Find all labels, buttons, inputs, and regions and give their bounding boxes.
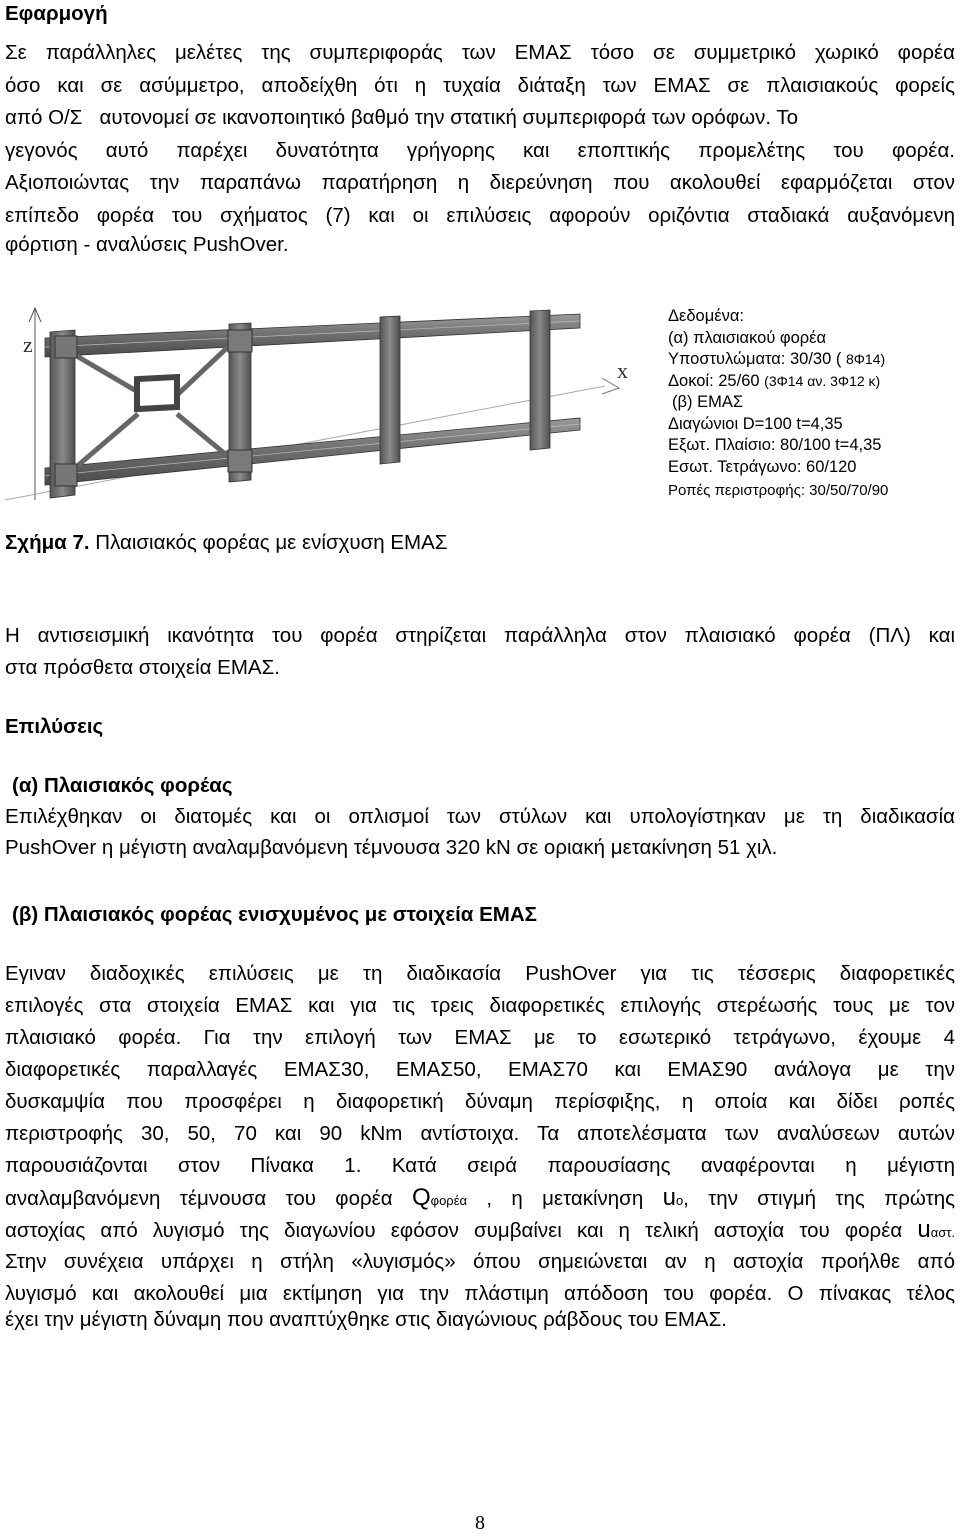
section-b-line-1: Εγιναν διαδοχικές επιλύσεις με τη διαδικασία PushOver για τις τέσσερις διαφορετικές	[5, 962, 955, 985]
section-b-line-10: Στην συνέχεια υπάρχει η στήλη «λυγισμός» όπου σημειώνεται αν η αστοχία προήλθε από	[5, 1250, 955, 1273]
axis-x-label: x	[617, 358, 628, 383]
capacity-line-2: στα πρόσθετα στοιχεία ΕΜΑΣ.	[5, 656, 280, 679]
x-axis	[5, 378, 619, 500]
section-b-line-12: έχει την μέγιστη δύναμη που αναπτύχθηκε στις διαγώνιους ράβδους του ΕΜΑΣ.	[5, 1308, 727, 1331]
page-number: 8	[475, 1512, 485, 1534]
frame-figure	[5, 300, 628, 525]
section-a-line-1: Επιλέχθηκαν οι διατομές και οι οπλισμοί των στύλων και υπολογίστηκαν με τη διαδικασία	[5, 805, 955, 828]
intro-line-2: όσο και σε ασύμμετρο, αποδείχθη ότι η τυχαία διάταξη των ΕΜΑΣ σε πλαισιακούς φορείς	[5, 74, 955, 97]
legend-diagonals: Διαγώνιοι D=100 t=4,35	[668, 414, 843, 433]
intro-line-1: Σε παράλληλες μελέτες της συμπεριφοράς των ΕΜΑΣ τόσο σε συμμετρικό χωρικό φορέα	[5, 41, 955, 64]
figure-legend	[668, 306, 958, 502]
legend-inner-square: Εσωτ. Τετράγωνο: 60/120	[668, 457, 857, 476]
section-b-line-8: αναλαμβανόμενη τέμνουσα του φορέα Qφορέα , η μετακίνηση uo, την στιγμή της πρώτης	[5, 1184, 955, 1211]
top-beam	[45, 314, 580, 357]
section-b-line-5: δυσκαμψία που προσφέρει η διαφορετική δύναμη περίσφιξης, η οποία και δίδει ροπές	[5, 1090, 955, 1113]
figure-caption: Σχήμα 7. Πλαισιακός φορέας με ενίσχυση ΕΜΑΣ	[5, 531, 448, 554]
section-b-line-2: επιλογές στα στοιχεία ΕΜΑΣ και για τις τρεις διαφορετικές επιλογής στερέωσής τους με τον	[5, 994, 955, 1017]
intro-line-3: από Ο/Σ αυτονομεί σε ικανοποιητικό βαθμό την στατική συμπεριφορά των ορόφων. Το	[5, 106, 799, 129]
legend-moments: Ροπές περιστροφής: 30/50/70/90	[668, 482, 889, 499]
capacity-line-1: Η αντισεισμική ικανότητα του φορέα στηρίζεται παράλληλα στον πλαισιακό φορέα (ΠΛ) και	[5, 624, 955, 647]
legend-beams: Δοκοί: 25/60 (3Φ14 αν. 3Φ12 κ)	[668, 371, 881, 390]
intro-line-5: Αξιοποιώντας την παραπάνω παρατήρηση η διερεύνηση που ακολουθεί εφαρμόζεται στον	[5, 171, 955, 194]
legend-columns: Υποστυλώματα: 30/30 ( 8Φ14)	[668, 350, 886, 368]
legend-outer-frame: Εξωτ. Πλαίσιο: 80/100 t=4,35	[668, 436, 882, 454]
section-b-line-3: πλαισιακό φορέα. Για την επιλογή των ΕΜΑΣ με το εσωτερικό τετράγωνο, έχουμε 4	[5, 1026, 955, 1049]
emas-bracing	[75, 345, 230, 468]
section-b-line-4: διαφορετικές παραλλαγές ΕΜΑΣ30, ΕΜΑΣ50, ΕΜΑΣ70 και ΕΜΑΣ90 ανάλογα με την	[5, 1058, 955, 1081]
section-a-title: (α) Πλαισιακός φορέας	[12, 774, 233, 797]
legend-b: (β) ΕΜΑΣ	[672, 393, 744, 411]
intro-line-6: επίπεδο φορέα του σχήματος (7) και οι επιλύσεις αφορούν οριζόντια σταδιακά αυξανόμενη	[5, 204, 955, 227]
section-b-title: (β) Πλαισιακός φορέας ενισχυμένος με στοιχεία ΕΜΑΣ	[12, 903, 537, 926]
section-b-line-6: περιστροφής 30, 50, 70 και 90 kNm αντίστοιχα. Τα αποτελέσματα των αναλύσεων αυτών	[5, 1122, 955, 1145]
heading-solutions: Επιλύσεις	[5, 715, 104, 738]
heading-application: Εφαρμογή	[5, 2, 108, 25]
section-b-line-7: παρουσιάζονται στον Πίνακα 1. Κατά σειρά παρουσίασης αναφέρονται η μέγιστη	[5, 1154, 955, 1177]
intro-line-7: φόρτιση - αναλύσεις PushOver.	[5, 233, 289, 256]
section-a-line-2: PushOver η μέγιστη αναλαμβανόμενη τέμνουσα 320 kN σε οριακή μετακίνηση 51 χιλ.	[5, 836, 778, 859]
intro-line-4: γεγονός αυτό παρέχει δυνατότητα γρήγορης και εποπτικής προμελέτης του φορέα.	[5, 139, 955, 162]
legend-a: (α) πλαισιακού φορέα	[668, 328, 827, 347]
section-b-line-11: λυγισμό και ακολουθεί μια εκτίμηση για την πλάστιμη απόδοση του φορέα. Ο πίνακας τέλος	[5, 1282, 955, 1305]
axis-z-label: z	[23, 332, 33, 357]
section-b-line-9: αστοχίας από λυγισμό της διαγωνίου εφόσον συμβαίνει και η τελική αστοχία του φορέα uαστ.	[5, 1216, 955, 1243]
legend-title: Δεδομένα:	[668, 307, 744, 325]
